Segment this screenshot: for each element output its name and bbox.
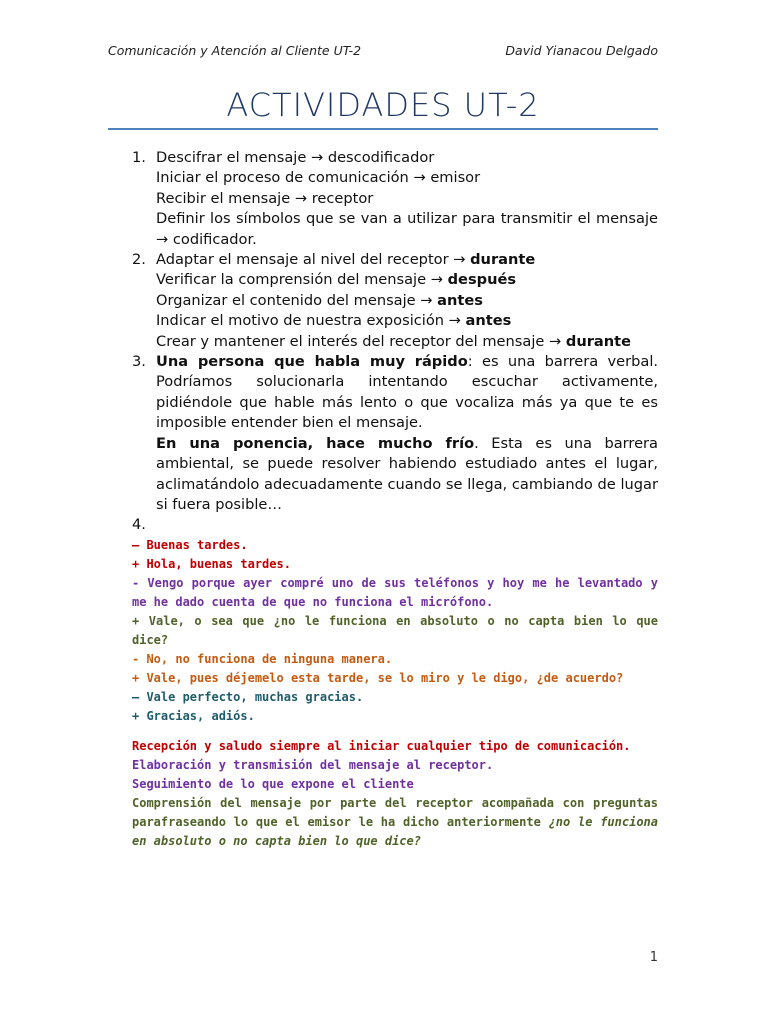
activity-1-line: Definir los símbolos que se van a utilizar para transmitir el mensaje → codificador. (156, 210, 658, 248)
dialogue-line: + Hola, buenas tardes. (132, 556, 291, 571)
activity-1-line: Recibir el mensaje → receptor (156, 189, 374, 207)
activity-1 (108, 148, 658, 250)
activity-4 (108, 515, 658, 535)
dialogue-line: + Gracias, adiós. (132, 708, 255, 723)
analysis-reception: Recepción y saludo siempre al iniciar cualquier tipo de comunicación. (132, 738, 631, 753)
activity-2-line: Adaptar el mensaje al nivel del receptor → durante (156, 251, 536, 269)
page-title: ACTIVIDADES UT-2 (226, 86, 540, 124)
dialogue-line: - No, no funciona de ninguna manera. (132, 651, 393, 666)
dialogue (132, 536, 658, 851)
document-body (108, 148, 658, 851)
dialogue-line: – Buenas tardes. (132, 537, 248, 552)
activity-2-line: Organizar el contenido del mensaje → antes (156, 291, 483, 309)
list-number: 2. (132, 251, 146, 269)
list-number: 4. (132, 516, 146, 534)
activity-1-line: Iniciar el proceso de comunicación → emisor (156, 169, 481, 187)
dialogue-line: + Vale, o sea que ¿no le funciona en absoluto o no capta bien lo que dice? (132, 613, 658, 647)
activity-3-paragraph: Una persona que habla muy rápido: es una barrera verbal. Podríamos solucionarla intentando escuchar activamente, pidiéndole que hable más lento o que vocaliza más ya que te es imposible entender bien el mensaje. (156, 353, 659, 432)
dialogue-line: + Vale, pues déjemelo esta tarde, se lo miro y le digo, ¿de acuerdo? (132, 670, 624, 685)
activity-3-paragraph: En una ponencia, hace mucho frío. Esta es una barrera ambiental, se puede resolver habiendo estudiado antes el lugar, aclimatándolo adecuadamente cuando se llega, cambiando de lugar si fuera posible… (156, 434, 658, 513)
dialogue-line: - Vengo porque ayer compré uno de sus teléfonos y hoy me he levantado y me he dado cuenta de que no funciona el micrófono. (132, 575, 658, 609)
analysis-follow-up: Seguimiento de lo que expone el cliente (132, 776, 414, 791)
activity-2-line: Verificar la comprensión del mensaje → después (156, 271, 517, 289)
activity-2-line: Indicar el motivo de nuestra exposición → antes (156, 312, 512, 330)
activity-3 (108, 352, 658, 515)
activity-1-line: Descifrar el mensaje → descodificador (156, 149, 435, 166)
analysis-comprehension: Comprensión del mensaje por parte del receptor acompañada con preguntas parafraseando lo que el emisor le ha dicho anteriormente ¿no le funciona en absoluto o no capta bien lo que dice? (132, 795, 658, 848)
title-divider (108, 128, 658, 130)
page-header (108, 43, 658, 58)
analysis-elaboration: Elaboración y transmisión del mensaje al receptor. (132, 757, 494, 772)
activity-2-line: Crear y mantener el interés del receptor del mensaje → durante (156, 332, 632, 350)
page-number: 1 (649, 950, 658, 965)
list-number: 3. (132, 353, 146, 371)
list-number: 1. (132, 149, 146, 166)
dialogue-line: – Vale perfecto, muchas gracias. (132, 689, 364, 704)
header-author: David Yianacou Delgado (505, 43, 658, 58)
dialogue-analysis (132, 737, 658, 851)
header-course-title: Comunicación y Atención al Cliente UT-2 (108, 43, 362, 58)
activity-2 (108, 250, 658, 352)
